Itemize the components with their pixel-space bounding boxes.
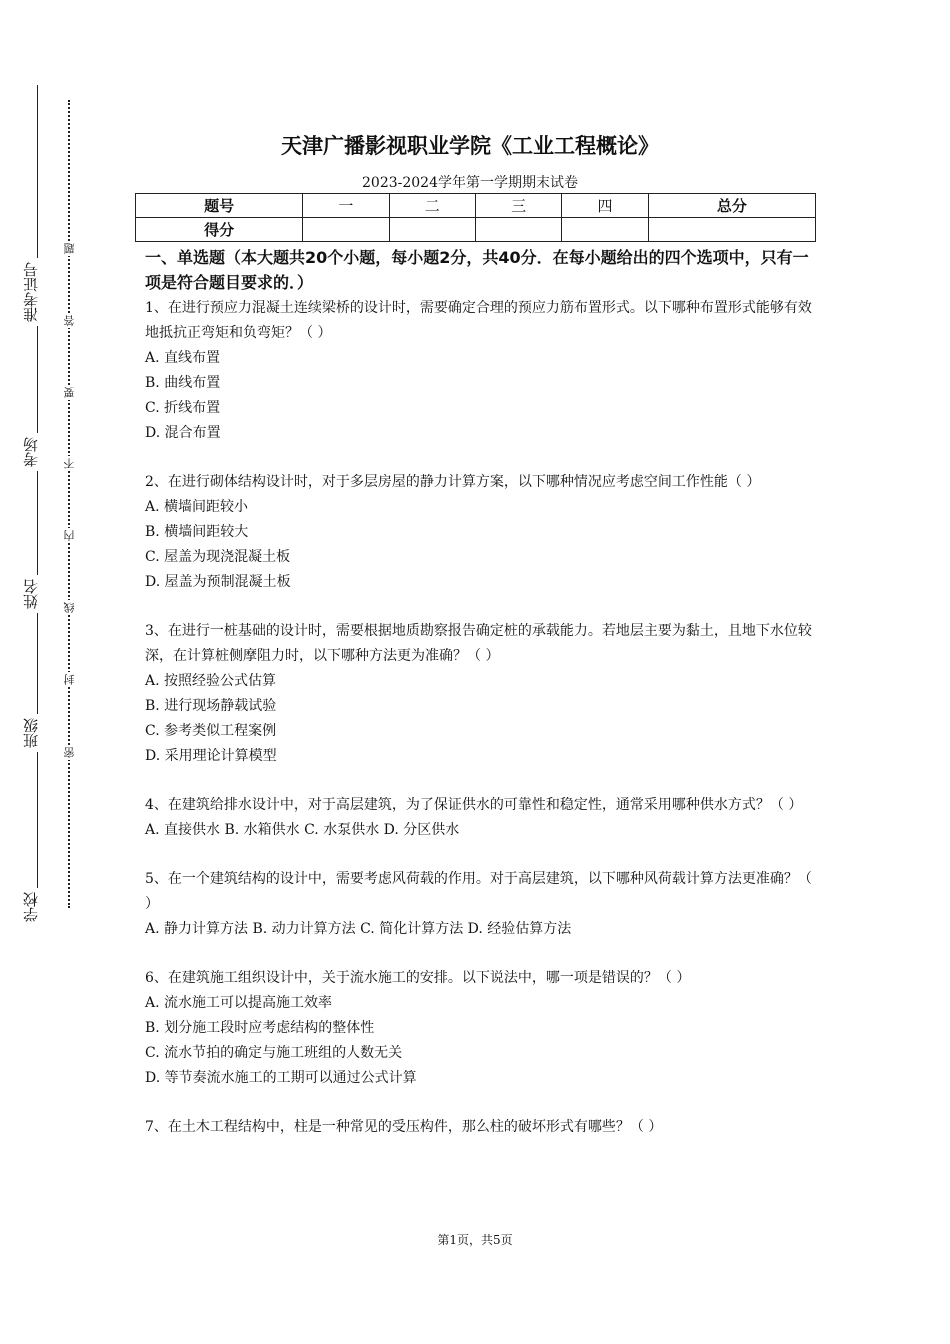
question-3 [145,619,813,769]
question-stem: 4、在建筑给排水设计中，对于高层建筑，为了保证供水的可靠性和稳定性，通常采用哪种供水方式？（ ） [145,797,803,813]
seal-char: 不 [63,458,76,469]
seal-char: 题 [63,243,76,254]
option-d: D. 混合布置 [145,425,221,441]
question-stem: 3、在进行一桩基础的设计时，需要根据地质勘察报告确定桩的承载能力。若地层主要为黏土，且地下水位较深，在计算桩侧摩阻力时，以下哪种方法更为准确？（ ） [145,623,812,664]
question-stem: 5、在一个建筑结构的设计中，需要考虑风荷载的作用。对于高层建筑，以下哪种风荷载计算方法更准确？（ ） [145,871,812,912]
question-5 [145,867,813,942]
page-footer: 第1页，共5页 [437,1233,513,1247]
option-b: B. 划分施工段时应考虑结构的整体性 [145,1020,375,1036]
score-table-cell: 总分 [648,194,815,218]
seal-char: 答 [63,315,76,326]
exam-subtitle: 2023-2024学年第一学期期末试卷 [362,175,578,191]
option-b: B. 进行现场静载试验 [145,698,277,714]
option-b: B. 曲线布置 [145,375,221,391]
score-input-cell [303,218,389,242]
score-table-cell: 题号 [136,194,303,218]
options-inline: A. 直接供水 B. 水箱供水 C. 水泵供水 D. 分区供水 [145,822,460,838]
option-c: C. 屋盖为现浇混凝土板 [145,549,291,565]
name-field-label: 姓名 [20,575,41,613]
options-inline: A. 静力计算方法 B. 动力计算方法 C. 简化计算方法 D. 经验估算方法 [145,921,572,937]
score-input-cell [562,218,648,242]
score-table-cell: 二 [389,194,475,218]
binding-margin [0,0,100,1344]
score-table-cell: 三 [475,194,561,218]
exam-room-field-label: 考场 [20,433,41,471]
option-a: A. 直线布置 [145,350,221,366]
question-stem: 2、在进行砌体结构设计时，对于多层房屋的静力计算方案，以下哪种情况应考虑空间工作性能（ ） [145,474,761,490]
binding-line [37,85,38,925]
question-stem: 1、在进行预应力混凝土连续梁桥的设计时，需要确定合理的预应力筋布置形式。以下哪种布置形式能够有效地抵抗正弯矩和负弯矩？（ ） [145,300,812,341]
score-input-cell [648,218,815,242]
question-1 [145,296,813,446]
class-field-label: 班级 [20,714,41,752]
question-stem: 6、在建筑施工组织设计中，关于流水施工的安排。以下说法中，哪一项是错误的？（ ） [145,970,691,986]
seal-char: 封 [63,674,76,685]
option-c: C. 折线布置 [145,400,221,416]
seal-char: 密 [63,747,76,758]
admission-number-field-label: 准考证号 [20,258,41,326]
seal-dotted-line [68,100,70,908]
score-table [135,193,816,242]
score-input-cell [475,218,561,242]
section-heading: 一、单选题（本大题共20个小题，每小题2分，共40分．在每小题给出的四个选项中，只有一项是符合题目要求的．） [145,248,809,292]
score-input-cell [389,218,475,242]
question-6 [145,966,813,1091]
question-7 [145,1115,813,1140]
page-title: 天津广播影视职业学院《工业工程概论》 [281,134,659,158]
school-field-label: 学校 [20,888,41,926]
option-a: A. 按照经验公式估算 [145,673,277,689]
option-b: B. 横墙间距较大 [145,524,249,540]
score-table-cell: 一 [303,194,389,218]
score-table-header-row [136,194,816,218]
score-table-cell: 四 [562,194,648,218]
question-2 [145,470,813,595]
question-stem: 7、在土木工程结构中，柱是一种常见的受压构件，那么柱的破坏形式有哪些？（ ） [145,1119,663,1135]
option-d: D. 等节奏流水施工的工期可以通过公式计算 [145,1070,417,1086]
seal-char: 线 [63,602,76,613]
option-a: A. 流水施工可以提高施工效率 [145,995,333,1011]
option-c: C. 流水节拍的确定与施工班组的人数无关 [145,1045,403,1061]
question-4 [145,793,813,843]
question-list [145,296,813,1164]
seal-char: 要 [63,387,76,398]
option-d: D. 采用理论计算模型 [145,748,277,764]
score-table-cell: 得分 [136,218,303,242]
option-c: C. 参考类似工程案例 [145,723,277,739]
score-table-score-row [136,218,816,242]
option-a: A. 横墙间距较小 [145,499,249,515]
option-d: D. 屋盖为预制混凝土板 [145,574,291,590]
seal-char: 内 [63,530,76,541]
